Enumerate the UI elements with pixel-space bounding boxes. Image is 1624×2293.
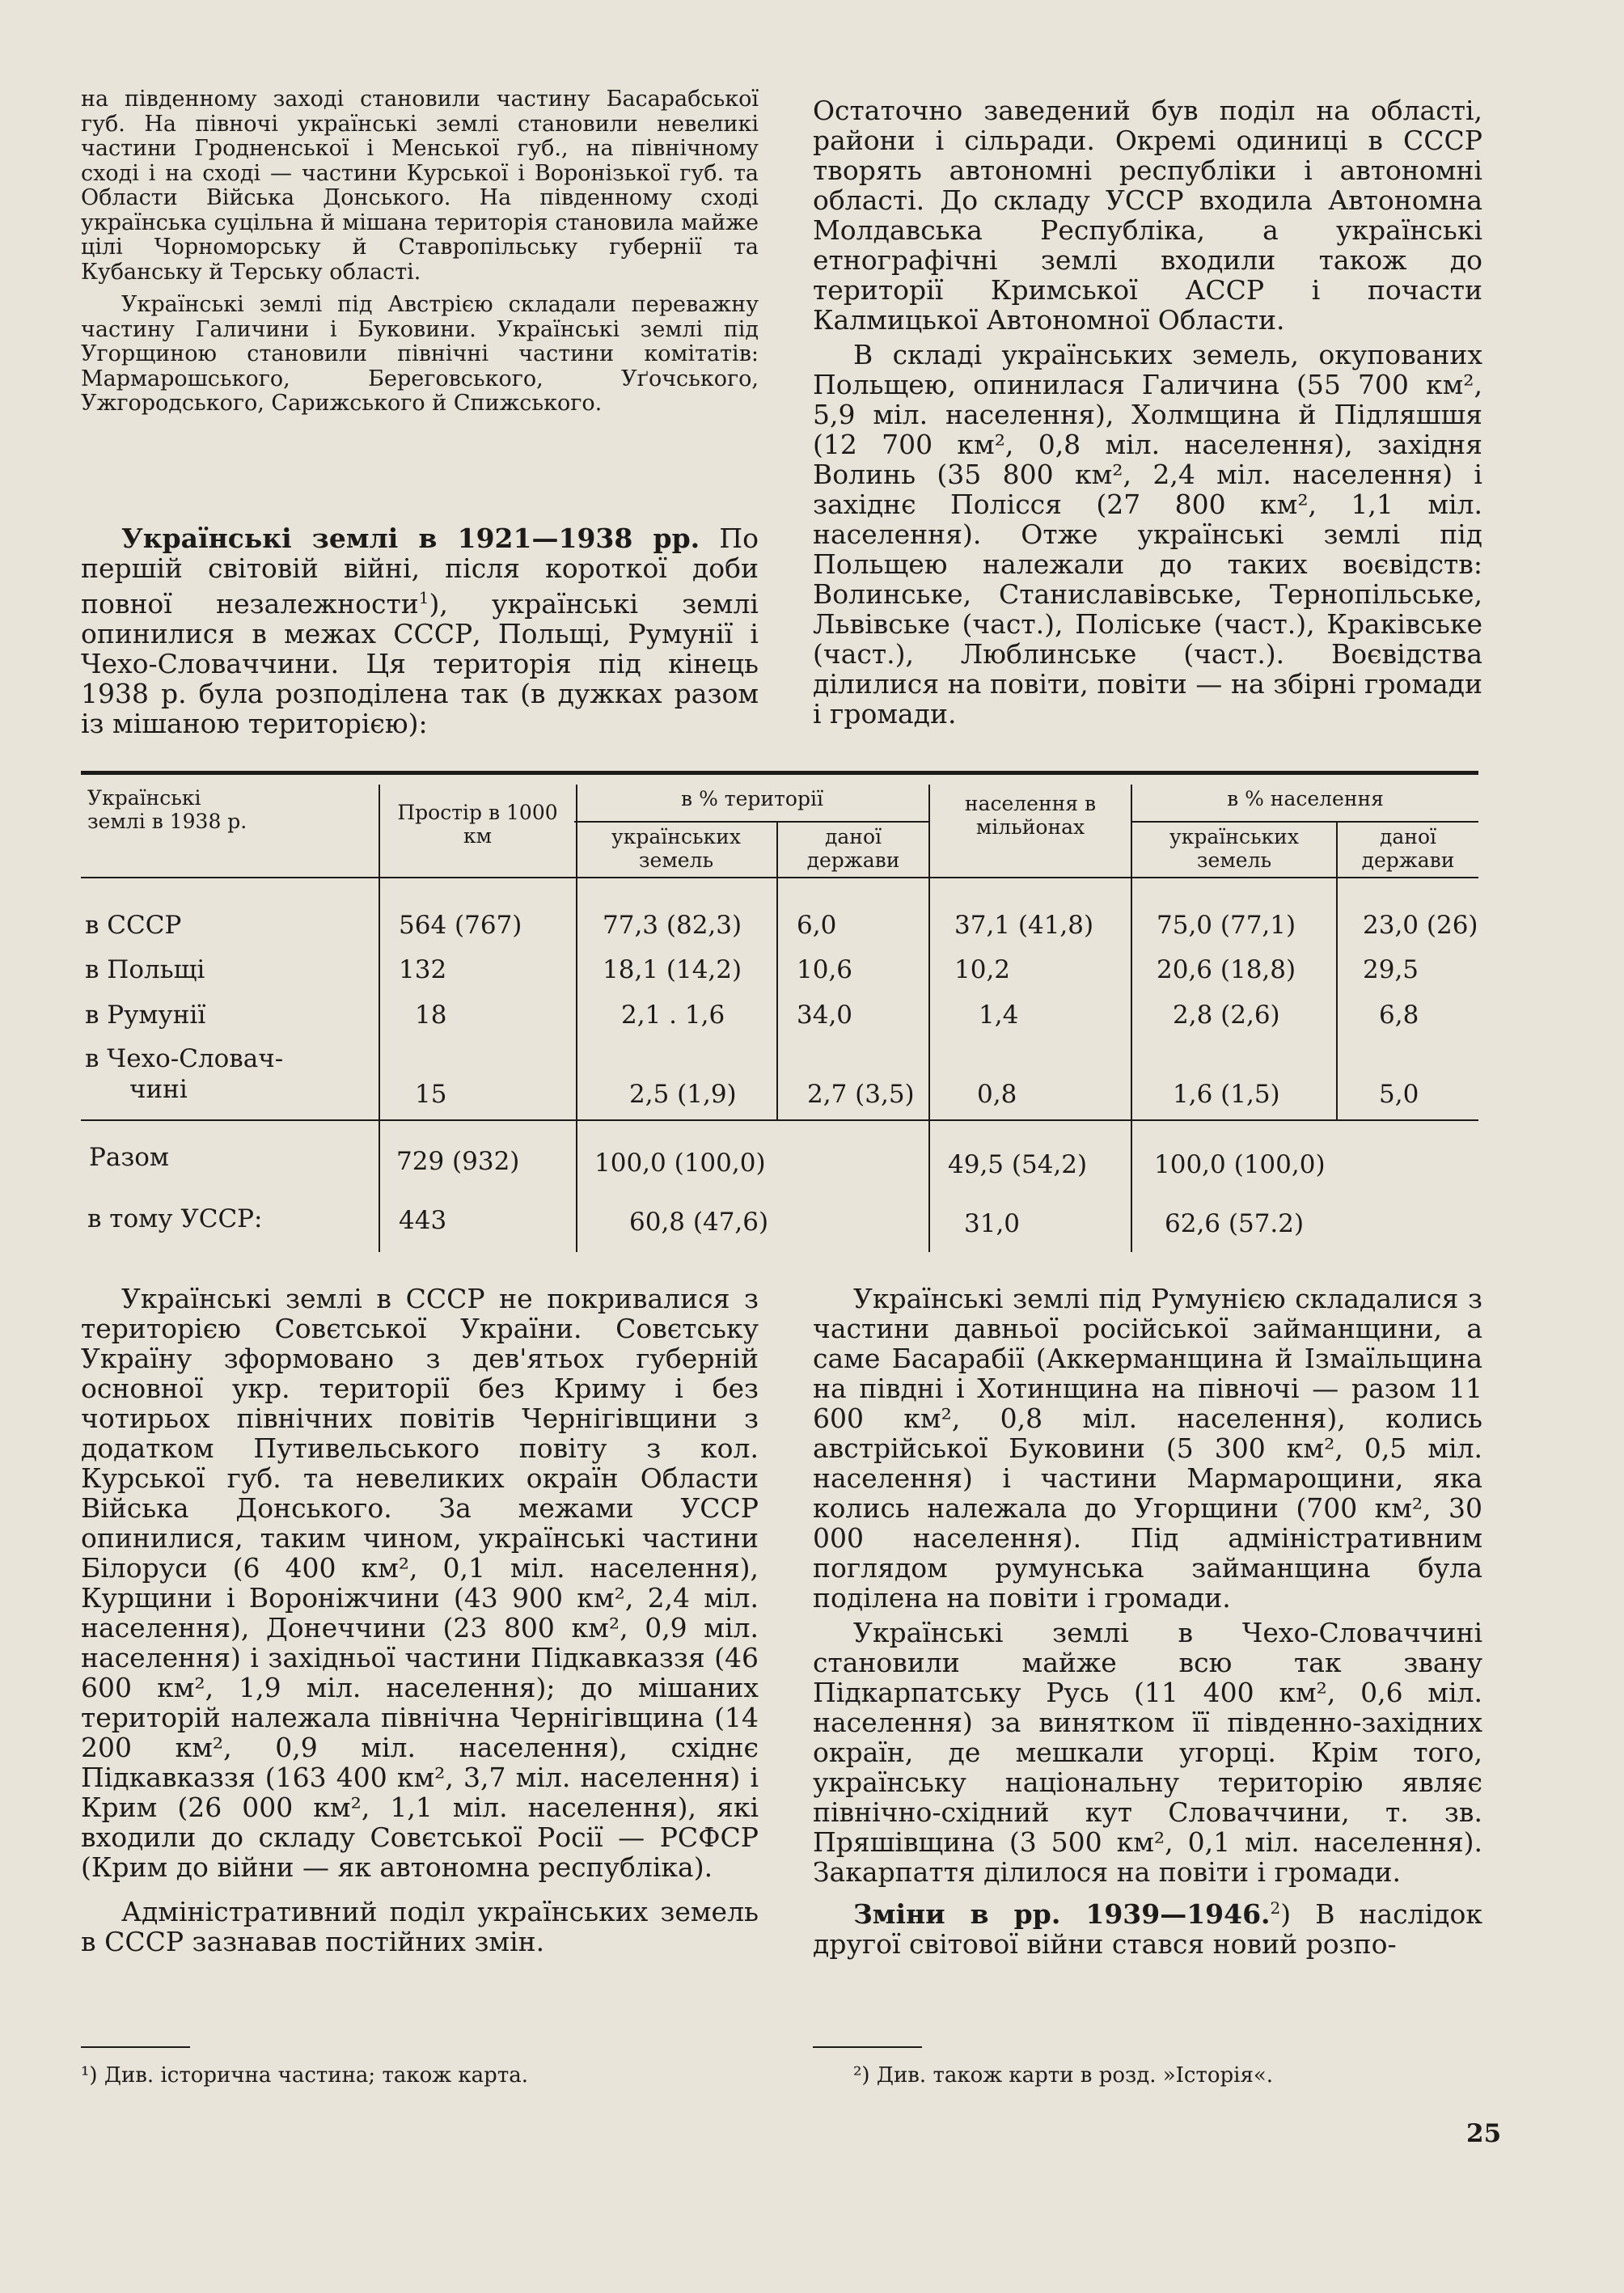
table-cell: 5,0 — [1379, 1080, 1419, 1109]
table-cell: 18 — [415, 1001, 447, 1030]
footnote: ¹) Див. історична частина; також карта. — [81, 2063, 528, 2088]
table-cell: 23,0 (26) — [1363, 911, 1478, 940]
table-cell: 729 (932) — [396, 1147, 520, 1176]
table-cell: 60,8 (47,6) — [629, 1208, 769, 1237]
footnote: ²) Див. також карти в розд. »Історія«. — [853, 2063, 1274, 2088]
table-cell: 2,5 (1,9) — [629, 1080, 737, 1109]
bottom-left-column — [81, 1284, 759, 1957]
table-cell: 100,0 (100,0) — [1154, 1150, 1326, 1179]
table-cell: в Румунії — [85, 1001, 206, 1030]
table-cell: в Польщі — [85, 955, 205, 984]
paragraph: Остаточно заведений був поділ на області, райони і сільради. Окремі одиниці в СССР творять автономні республіки і автономні області. До складу УССР входила Автономна Молдавська Республіка, а українські етнографічні землі входили також до території Кримської АССР і почасти Калмицької Автономної Области. — [813, 95, 1482, 336]
table-cell: 31,0 — [964, 1209, 1021, 1238]
table-cell: в СССР — [85, 911, 182, 940]
paragraph: Українські землі в СССР не покривалися з територією Совєтської України. Совєтську Україну зформовано з дев'ятьох губерній основної укр. території без Криму і без чотирьох північних повітів Чернігівщини з додатком Путивельського повіту з кол. Курської губ. та невеликих окраїн Области Війська Донського. За межами УССР опинилися, таким чином, українські частини Білоруси (6 400 км², 0,1 міл. населення), Курщини і Вороніжчини (43 900 км², 2,4 міл. населення), Донеччини (23 800 км², 0,9 міл. населення) і західньої частини Підкавказзя (46 600 км², 1,9 міл. населення); до мішаних територій належала північна Чернігівщина (14 200 км², 0,9 міл. населення), східнє Підкавказзя (163 400 км², 3,7 міл. населення) і Крим (26 000 км², 1,1 міл. населення), які входили до складу Совєтської Росії — РСФСР (Крим до війни — як автономна республіка). — [81, 1283, 759, 1883]
table-cell: чині — [129, 1075, 188, 1104]
table-cell: Разом — [89, 1143, 170, 1172]
footnote-rule — [813, 2046, 922, 2048]
table-cell: 2,1 . 1,6 — [621, 1001, 725, 1030]
paragraph: Українські землі під Румунією складалися з частини давньої російської займанщини, а саме Басарабії (Аккерманщина й Ізмаїльщина на півдні і Хотинщина на півночі — разом 11 600 км², 0,8 міл. населення), колись австрійської Буковини (5 300 км², 0,5 міл. населення) і частини Мармарощини, яка колись належала до Угорщини (700 км², 30 000 населення). Під адміністративним поглядом румунська займанщина була поділена на повіти і громади. — [813, 1283, 1482, 1614]
footnote-rule — [81, 2046, 190, 2048]
table-cell: 77,3 (82,3) — [603, 911, 742, 940]
paragraph: Українські землі в Чехо-Словаччині становили майже всю так звану Підкарпатську Русь (11 400 км², 0,6 міл. населення) за винятком її південно-західних окраїн, де мешкали угорці. Крім того, українську національну територію являє північно-східний кут Словаччини, т. зв. Пряшівщина (3 500 км², 0,1 міл. населення). Закарпаття ділилося на повіти і громади. — [813, 1617, 1482, 1888]
bottom-right-column — [813, 1284, 1482, 1959]
paragraph: Українські землі під Австрією складали переважну частину Галичини і Буковини. Українські землі під Угорщиною становили північні частини комітатів: Мармарошського, Береговського, Уґочського, Ужгородського, Сарижського й Спижського. — [81, 292, 759, 416]
paragraph: Українські землі в 1921—1938 рр. По першій світовій війні, після короткої доби повної незалежности$^1$), українські землі опинилися в межах СССР, Польщі, Румунії і Чехо-Словаччини. Ця територія під кінець 1938 р. була розподілена так (в дужках разом із мішаною територією): — [81, 522, 759, 739]
table-column-line — [928, 785, 930, 1252]
header-cell-population-group: в % населення — [1227, 787, 1384, 810]
header-cell-population: населення в мільйонах — [964, 792, 1097, 839]
table-cell: 1,4 — [979, 1001, 1019, 1030]
table-cell: 2,7 (3,5) — [807, 1080, 915, 1109]
table-cell: 15 — [415, 1080, 447, 1109]
table-cell: 18,1 (14,2) — [603, 955, 742, 984]
table-cell: 6,0 — [797, 911, 837, 940]
paragraph: на південному заході становили частину Басарабської губ. На півночі українські землі становили невеликі частини Гродненської і Менської губ., на північному сході і на сході — частини Курської і Воронізької губ. та Области Війська Донського. На південному сході українська суцільна й мішана територія становила майже цілі Чорноморську й Ставропільську губернії та Кубанську й Терську області. — [81, 87, 759, 285]
table-body-rule — [81, 1119, 1478, 1121]
section-heading: Зміни в рр. 1939—1946. — [853, 1898, 1271, 1930]
table-cell: 34,0 — [797, 1001, 853, 1030]
table-cell: 37,1 (41,8) — [954, 911, 1094, 940]
section-heading: Українські землі в 1921—1938 рр. — [121, 522, 700, 554]
table-cell: 49,5 (54,2) — [948, 1150, 1088, 1179]
header-cell-area: Простір в 1000 км — [397, 801, 558, 848]
header-cell-territory-ukr: українських земель — [611, 825, 741, 872]
table-column-line — [379, 785, 380, 1252]
table-cell: 10,2 — [954, 955, 1011, 984]
top-right-column — [813, 95, 1482, 729]
table-cell: 10,6 — [797, 955, 853, 984]
header-cell-territory-state: даної держави — [806, 825, 900, 872]
table-cell: в тому УССР: — [87, 1204, 263, 1233]
table-top-rule — [81, 771, 1478, 775]
table-cell: 75,0 (77,1) — [1157, 911, 1296, 940]
paragraph: Адміністративний поділ українських земель в СССР зазнавав постійних змін. — [81, 1896, 759, 1957]
table-cell: 132 — [399, 955, 447, 984]
page-number: 25 — [1466, 2119, 1502, 2148]
table-cell: 2,8 (2,6) — [1173, 1001, 1280, 1030]
table-cell: 29,5 — [1363, 955, 1419, 984]
paragraph: Зміни в рр. 1939—1946.$^2$) В наслідок другої світової війни стався новий розпо- — [813, 1898, 1482, 1960]
table-cell: 62,6 (57.2) — [1165, 1209, 1305, 1238]
table-cell: 0,8 — [977, 1080, 1017, 1109]
table-cell: 443 — [399, 1206, 447, 1235]
top-left-column — [81, 87, 759, 417]
table-cell: 100,0 (100,0) — [594, 1149, 766, 1178]
table-cell: 564 (767) — [399, 911, 522, 940]
table-header-rule — [81, 877, 1478, 878]
paragraph: В складі українських земель, окупованих Польщею, опинилася Галичина (55 700 км², 5,9 міл. населення), Холмщина й Підляшшя (12 700 км², 0,8 міл. населення), західня Волинь (35 800 км², 2,4 міл. населення) і західнє Полісся (27 800 км², 1,1 міл. населення). Отже українські землі під Польщею належали до таких воєвідств: Волинське, Станиславівське, Тернопільське, Львівське (част.), Поліське (част.), Краківське (част.), Люблинське (част.). Воєвідства ділилися на повіти, повіти — на збірні громади і громади. — [813, 339, 1482, 730]
header-cell-territory-group: в % території — [681, 787, 823, 810]
header-cell-population-state: даної держави — [1361, 825, 1455, 872]
table-subheader-rule — [1132, 821, 1478, 823]
table-subheader-rule — [574, 821, 930, 823]
top-left-section — [81, 523, 759, 738]
table-cell: 20,6 (18,8) — [1157, 955, 1296, 984]
header-cell-ukrainian-lands: Українські землі в 1938 р. — [87, 786, 247, 833]
table-cell: 6,8 — [1379, 1001, 1419, 1030]
table-cell: 1,6 (1,5) — [1173, 1080, 1280, 1109]
table-cell: в Чехо-Словач- — [85, 1044, 284, 1073]
header-cell-population-ukr: українських земель — [1169, 825, 1299, 872]
